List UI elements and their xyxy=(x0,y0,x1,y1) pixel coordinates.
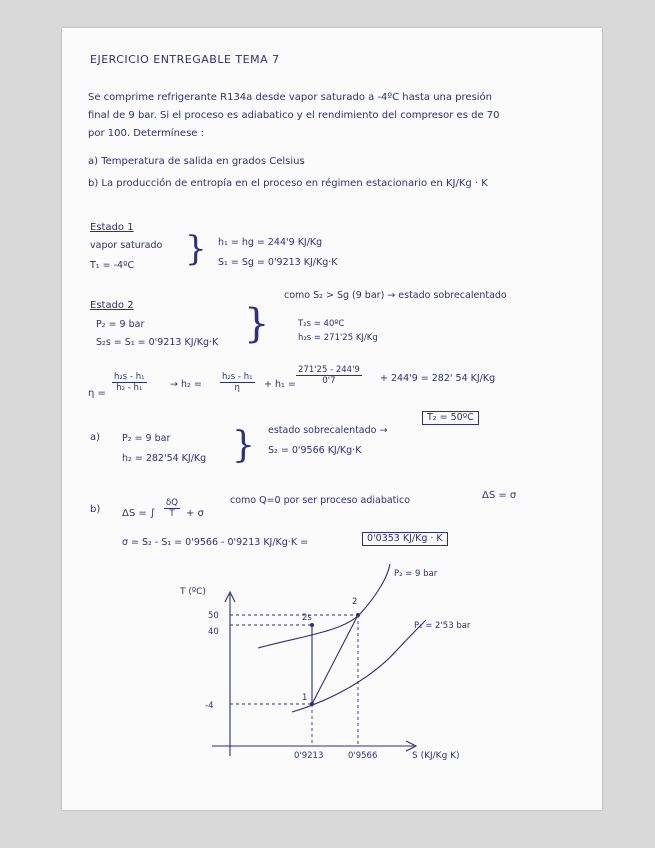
part-a-condition-2: h₂ = 282'54 KJ/Kg xyxy=(122,453,207,464)
estado1-result-1: h₁ = hg = 244'9 KJ/Kg xyxy=(218,237,323,248)
part-b-label: b) xyxy=(90,504,101,515)
estado2-note: como S₂ > Sg (9 bar) → estado sobrecalentado xyxy=(284,290,507,301)
delta-s-equals-sigma: ΔS = σ xyxy=(482,490,517,501)
h2-fraction-numerator: h₂s - h₁ xyxy=(222,372,253,382)
statement-line-2: final de 9 bar. Si el proceso es adiabatico y el rendimiento del compresor es de 70 xyxy=(88,110,500,121)
part-a-answer-box: T₂ = 50ºC xyxy=(422,411,479,425)
isobar-p2-label: P₂ = 9 bar xyxy=(394,569,438,579)
h2-arrow: → h₂ = xyxy=(170,379,202,390)
estado1-heading: Estado 1 xyxy=(90,222,134,233)
part-b-answer-box: 0'0353 KJ/Kg · K xyxy=(362,532,448,546)
isobar-p1-label: P₁ = 2'53 bar xyxy=(414,621,471,631)
part-a-brace: } xyxy=(232,425,255,466)
y-tick-minus4: -4 xyxy=(205,701,214,711)
numeric-fraction-denominator: 0'7 xyxy=(322,376,336,387)
estado1-condition-2: T₁ = -4ºC xyxy=(90,260,135,271)
handwritten-sheet xyxy=(62,28,602,810)
estado1-result-2: S₁ = Sg = 0'9213 KJ/Kg·K xyxy=(218,257,338,268)
x-tick-s2: 0'9566 xyxy=(348,751,378,761)
sigma-calculation: σ = S₂ - S₁ = 0'9566 - 0'9213 KJ/Kg·K = xyxy=(122,537,309,548)
y-tick-50: 50 xyxy=(208,611,219,621)
h2-result: + 244'9 = 282' 54 KJ/Kg xyxy=(380,373,496,384)
y-axis-label: T (ºC) xyxy=(180,587,206,597)
eta-symbol: η = xyxy=(88,388,106,399)
dq-denominator: T xyxy=(169,509,175,520)
question-a: a) Temperatura de salida en grados Celsius xyxy=(88,156,305,167)
y-tick-40: 40 xyxy=(208,627,219,637)
statement-line-3: por 100. Determínese : xyxy=(88,128,204,139)
numeric-fraction-numerator: 271'25 - 244'9 xyxy=(298,365,360,375)
state-2s-label: 2s xyxy=(302,613,312,623)
adiabatic-reason: como Q=0 por ser proceso adiabatico xyxy=(230,495,411,506)
document-title: EJERCICIO ENTREGABLE TEMA 7 xyxy=(90,53,280,66)
estado2-result-1: T₂s = 40ºC xyxy=(298,319,345,329)
state-1-point xyxy=(310,702,314,706)
state-2-label: 2 xyxy=(352,597,358,607)
ts-diagram xyxy=(62,28,602,810)
part-a-note: estado sobrecalentado → xyxy=(268,425,388,436)
part-a-label: a) xyxy=(90,432,101,443)
plus-sigma: + σ xyxy=(186,508,204,519)
estado2-heading: Estado 2 xyxy=(90,300,134,311)
eta-fraction-denominator: h₂ - h₁ xyxy=(116,383,143,394)
estado2-condition-1: P₂ = 9 bar xyxy=(96,319,145,330)
estado1-condition-1: vapor saturado xyxy=(90,240,163,251)
state-2s-point xyxy=(310,623,314,627)
x-tick-s1: 0'9213 xyxy=(294,751,324,761)
estado2-brace: } xyxy=(244,301,270,347)
question-b: b) La producción de entropía en el proceso en régimen estacionario en KJ/Kg · K xyxy=(88,178,488,189)
state-2-point xyxy=(356,613,360,617)
isobar-p2-curve xyxy=(258,564,390,648)
estado2-condition-2: S₂s = S₁ = 0'9213 KJ/Kg·K xyxy=(96,337,219,348)
x-axis-label: S (KJ/Kg K) xyxy=(412,751,460,761)
part-a-s2: S₂ = 0'9566 KJ/Kg·K xyxy=(268,445,362,456)
state-1-label: 1 xyxy=(302,693,308,703)
estado2-result-2: h₂s = 271'25 KJ/Kg xyxy=(298,333,378,343)
eta-fraction-numerator: h₂s - h₁ xyxy=(114,372,145,382)
estado1-brace: } xyxy=(185,229,207,269)
statement-line-1: Se comprime refrigerante R134a desde vapor saturado a -4ºC hasta una presión xyxy=(88,92,493,103)
delta-s-integral: ΔS = ∫ xyxy=(122,508,156,519)
h2-fraction-denominator: η xyxy=(234,383,240,394)
plus-h1: + h₁ = xyxy=(264,379,296,390)
dq-numerator: δQ xyxy=(166,498,178,508)
part-a-condition-1: P₂ = 9 bar xyxy=(122,433,171,444)
